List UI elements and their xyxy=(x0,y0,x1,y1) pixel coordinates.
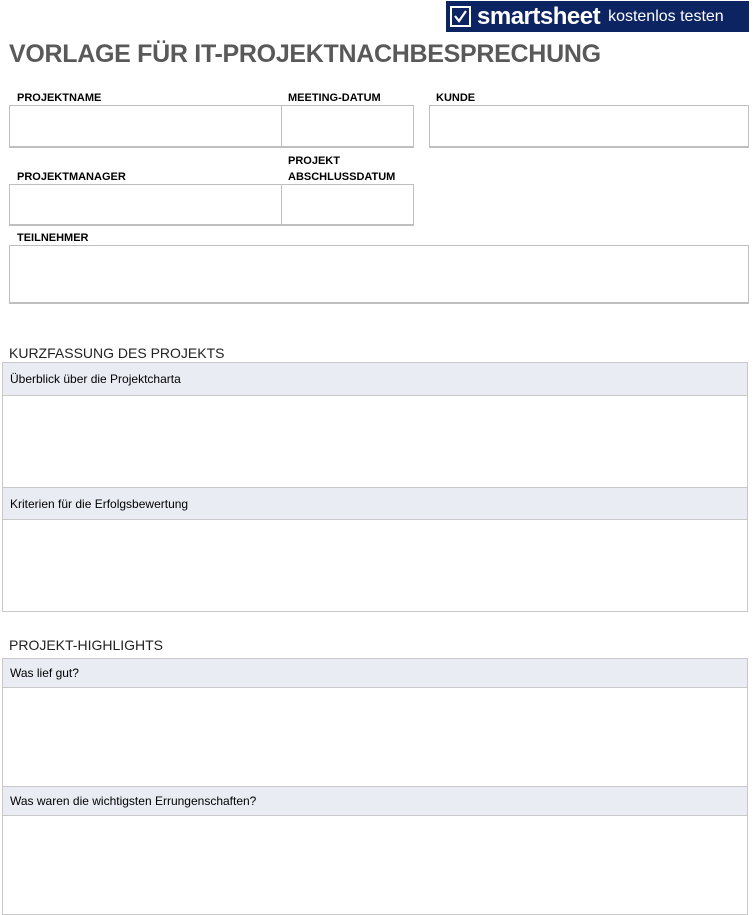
abschlussdatum-label-line1: PROJEKT xyxy=(288,155,340,167)
abschlussdatum-label-line2: ABSCHLUSSDATUM xyxy=(288,171,396,183)
row-header-errungenschaften xyxy=(3,787,747,816)
projektname-label: PROJEKTNAME xyxy=(17,92,102,104)
was-lief-gut-input-area[interactable] xyxy=(3,688,747,787)
highlights-table xyxy=(2,658,748,915)
meeting-datum-field[interactable] xyxy=(281,105,414,148)
projektname-field[interactable] xyxy=(9,105,282,148)
checkmark-logo-icon xyxy=(450,6,471,27)
section-title-highlights: PROJEKT-HIGHLIGHTS xyxy=(9,637,164,653)
row-header-kriterien xyxy=(3,488,747,520)
row-header-was-lief-gut xyxy=(3,659,747,688)
kunde-label: KUNDE xyxy=(436,92,476,104)
errungenschaften-input-area[interactable] xyxy=(3,816,747,914)
kriterien-input-area[interactable] xyxy=(3,520,747,611)
row-label-charta: Überblick über die Projektcharta xyxy=(10,372,181,386)
charta-input-area[interactable] xyxy=(3,396,747,488)
kurzfassung-table xyxy=(2,362,748,612)
trial-link-text: kostenlos testen xyxy=(608,7,724,25)
row-label-was-lief-gut: Was lief gut? xyxy=(10,666,79,680)
brand-name: smartsheet xyxy=(477,2,601,30)
teilnehmer-field[interactable] xyxy=(9,245,749,304)
abschlussdatum-field[interactable] xyxy=(281,184,414,226)
projektmanager-field[interactable] xyxy=(9,184,282,226)
teilnehmer-label: TEILNEHMER xyxy=(17,232,89,244)
section-title-kurzfassung: KURZFASSUNG DES PROJEKTS xyxy=(9,345,225,361)
page-title: VORLAGE FÜR IT-PROJEKTNACHBESPRECHUNG xyxy=(9,40,601,68)
row-label-errungenschaften: Was waren die wichtigsten Errungenschaften? xyxy=(10,794,257,808)
kunde-field[interactable] xyxy=(429,105,749,148)
smartsheet-trial-banner[interactable] xyxy=(446,1,749,32)
row-header-charta xyxy=(3,363,747,396)
meeting-datum-label: MEETING-DATUM xyxy=(288,92,381,104)
row-label-kriterien: Kriterien für die Erfolgsbewertung xyxy=(10,496,189,511)
projektmanager-label: PROJEKTMANAGER xyxy=(17,171,126,183)
